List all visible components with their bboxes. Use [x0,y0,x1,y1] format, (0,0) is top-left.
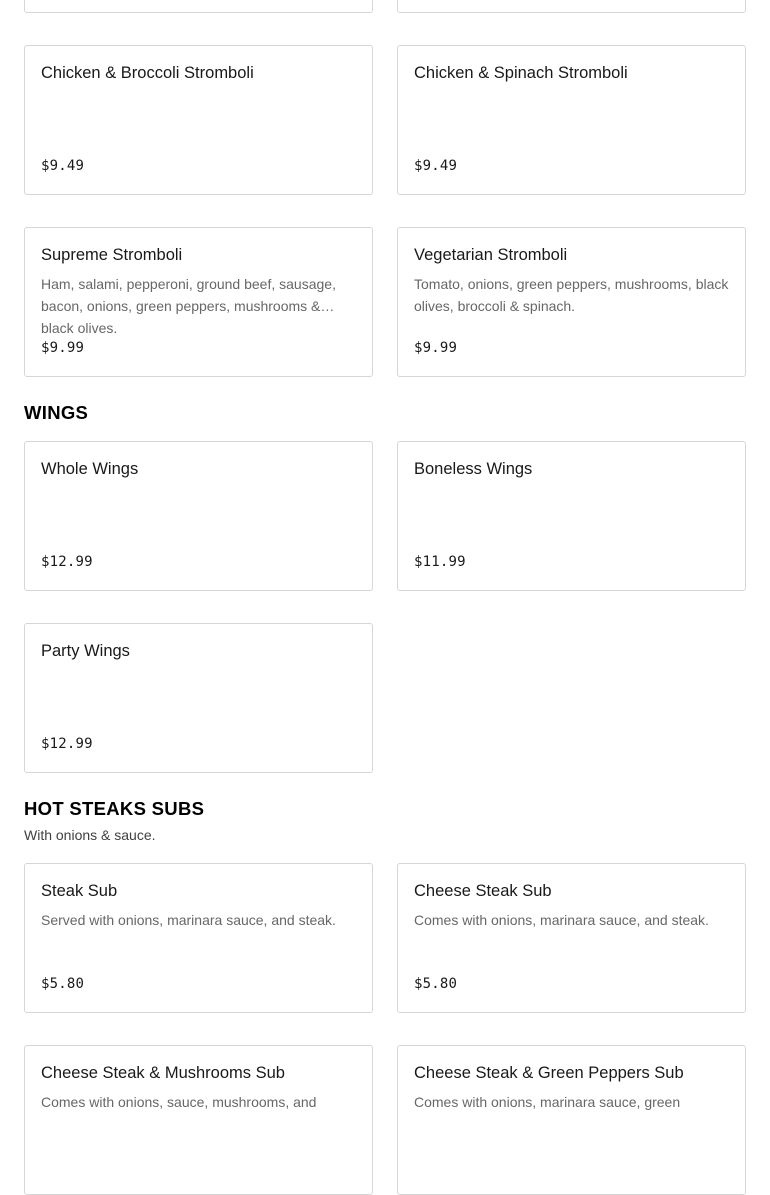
menu-item-card-partial-left[interactable] [24,0,373,13]
menu-item-name: Vegetarian Stromboli [414,246,568,264]
menu-item-price: $12.99 [41,736,93,752]
menu-item-price: $5.80 [414,976,458,992]
menu-item-price: $12.99 [41,554,93,570]
menu-item-name: Steak Sub [41,882,118,900]
menu-item-card[interactable] [397,227,746,377]
menu-item-name: Boneless Wings [414,460,533,478]
menu-item-card[interactable] [397,441,746,591]
menu-item-card[interactable] [24,441,373,591]
section-title-hot-steak-subs: HOT STEAKS SUBS [24,798,205,819]
menu-item-name: Party Wings [41,642,130,660]
menu-item-price: $11.99 [414,554,466,570]
menu-item-card[interactable] [397,45,746,195]
menu-item-card[interactable] [24,623,373,773]
menu-item-card[interactable] [24,863,373,1013]
menu-item-description: Comes with onions, marinara sauce, and steak. [414,912,709,928]
menu-item-description: Comes with onions, sauce, mushrooms, and [41,1094,317,1110]
menu-item-price: $9.99 [414,340,458,356]
menu-item-card[interactable] [397,1045,746,1195]
menu-item-name: Whole Wings [41,460,139,478]
menu-item-price: $9.99 [41,340,85,356]
section-title-wings: WINGS [24,402,89,423]
menu-item-description: Served with onions, marinara sauce, and steak. [41,912,336,928]
menu-item-name: Cheese Steak & Green Peppers Sub [414,1064,684,1082]
section-description: With onions & sauce. [24,827,156,843]
menu-item-description: Ham, salami, pepperoni, ground beef, sausage, bacon, onions, green peppers, mushrooms & black olives. [41,276,336,336]
menu-item-card[interactable] [24,227,373,377]
menu-item-description: Tomato, onions, green peppers, mushrooms, black olives, broccoli & spinach. [414,276,729,314]
menu-item-card[interactable] [24,1045,373,1195]
menu-item-card-partial-right[interactable] [397,0,746,13]
menu-item-description: Comes with onions, marinara sauce, green [414,1094,681,1110]
menu-item-name: Chicken & Spinach Stromboli [414,64,628,82]
menu-item-name: Cheese Steak & Mushrooms Sub [41,1064,285,1082]
menu-item-card[interactable] [24,45,373,195]
menu-item-name: Cheese Steak Sub [414,882,552,900]
menu-item-name: Chicken & Broccoli Stromboli [41,64,254,82]
menu-item-price: $9.49 [414,158,458,174]
menu-item-name: Supreme Stromboli [41,246,183,264]
menu-item-price: $9.49 [41,158,85,174]
menu-item-price: $5.80 [41,976,85,992]
menu-item-card[interactable] [397,863,746,1013]
